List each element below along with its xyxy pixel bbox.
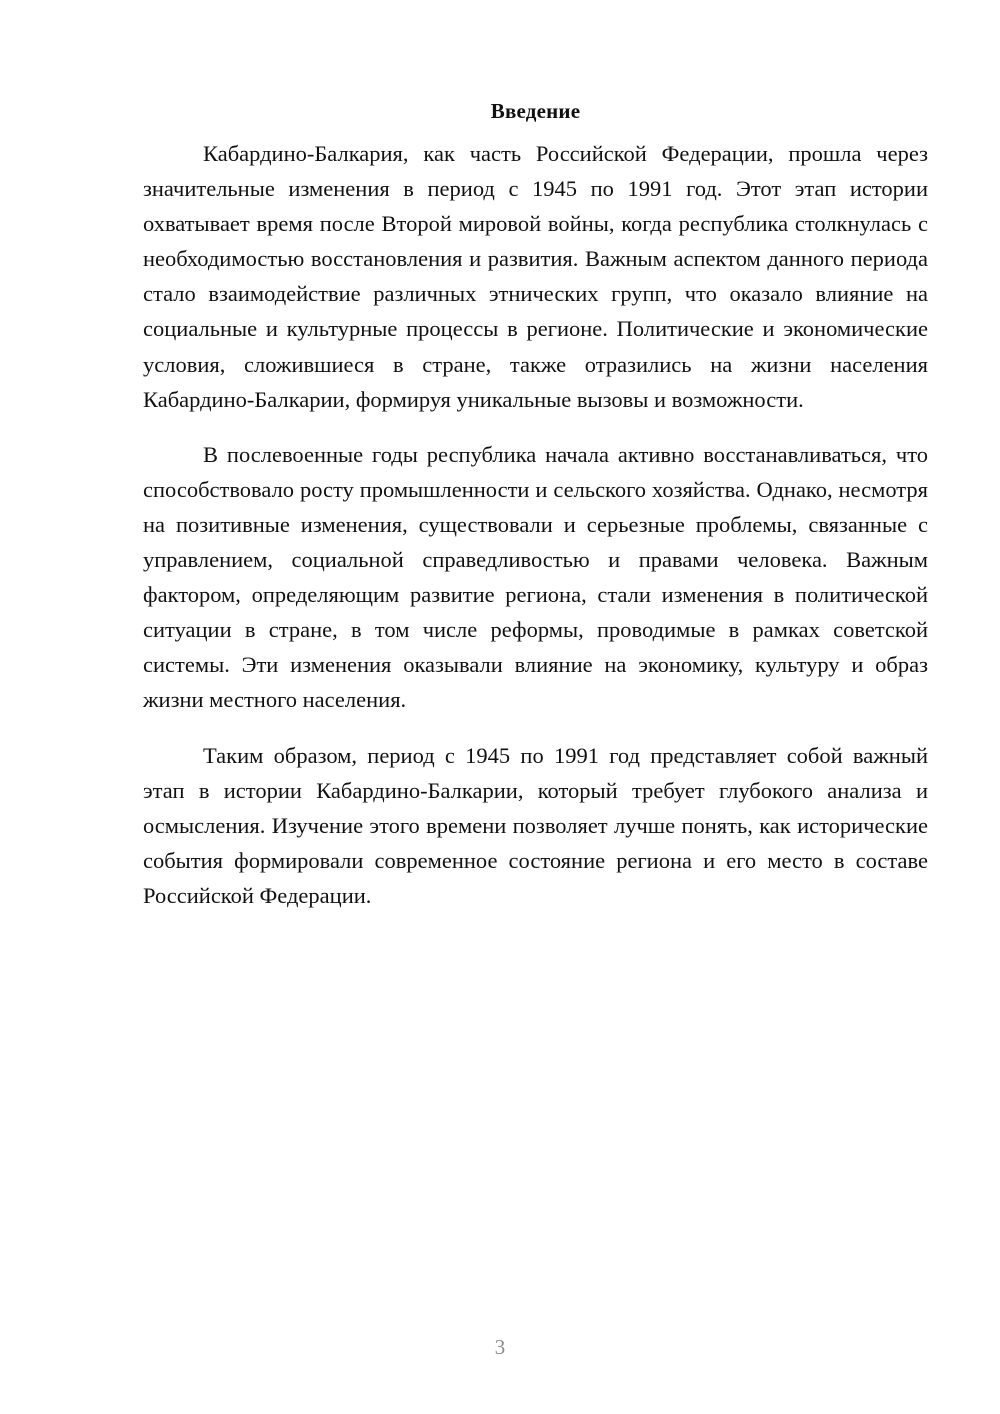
paragraph-3: Таким образом, период с 1945 по 1991 год представляет собой важный этап в истории Кабардино-Балкарии, который требует глубокого анализа и осмысления. Изучение этого времени позволяет лучше понять, как исторические события формировали современное состояние региона и его место в составе Российской Федерации. [143, 742, 928, 908]
paragraph-2: В послевоенные годы республика начала активно восстанавливаться, что способствовало росту промышленности и сельского хозяйства. Однако, несмотря на позитивные изменения, существовали и серьезные проблемы, связанные с управлением, социальной справедливостью и правами человека. Важным фактором, определяющим развитие региона, стали изменения в политической ситуации в стране, в том числе реформы, проводимые в рамках советской системы. Эти изменения оказывали влияние на экономику, культуру и образ жизни местного населения. [143, 441, 928, 713]
page-number: 3 [494, 1335, 506, 1359]
paragraph-1: Кабардино-Балкария, как часть Российской Федерации, прошла через значительные изменения в период с 1945 по 1991 год. Этот этап истории охватывает время после Второй мировой войны, когда республика столкнулась с необходимостью восстановления и развития. Важным аспектом данного периода стало взаимодействие различных этнических групп, что оказало влияние на социальные и культурные процессы в регионе. Политические и экономические условия, сложившиеся в стране, также отразились на жизни населения Кабардино-Балкарии, формируя уникальные вызовы и возможности. [143, 141, 928, 412]
page-content [143, 96, 928, 933]
section-title: Введение [490, 99, 581, 123]
